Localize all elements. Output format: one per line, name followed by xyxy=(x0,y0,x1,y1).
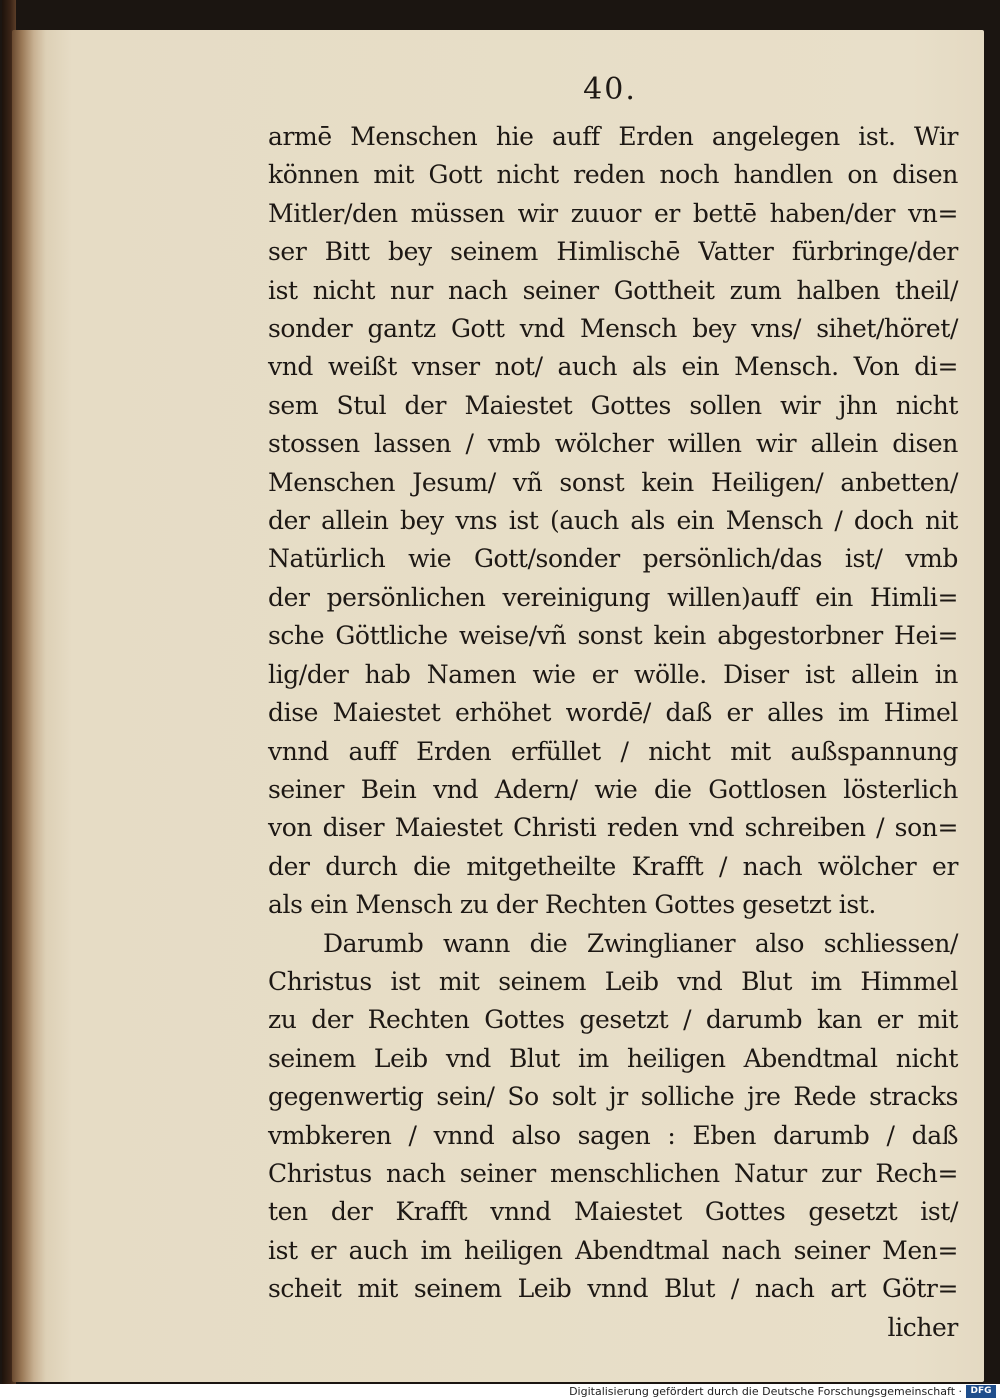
text-line: armē Menschen hie auff Erden angelegen ist. Wir xyxy=(268,122,958,151)
page-number: 40. xyxy=(583,72,637,107)
dfg-logo: DFG xyxy=(966,1385,996,1398)
text-line: stossen lassen / vmb wölcher willen wir allein disen xyxy=(268,429,958,459)
text-line: Natürlich wie Gott/sonder persönlich/das ist/ vmb xyxy=(268,544,958,574)
text-line: ser Bitt bey seinem Himlischē Vatter fürbringe/der xyxy=(268,237,958,267)
text-line: Menschen Jesum/ vñ sonst kein Heiligen/ anbetten/ xyxy=(268,467,958,497)
text-line: seiner Bein vnd Adern/ wie die Gottlosen lösterlich xyxy=(268,774,958,804)
text-line: lig/der hab Namen wie er wölle. Diser ist allein in xyxy=(268,659,958,689)
text-line: Christus nach seiner menschlichen Natur zur Rech= xyxy=(268,1158,958,1188)
text-line: als ein Mensch zu der Rechten Gottes gesetzt ist. xyxy=(268,890,876,920)
text-line: Mitler/den müssen wir zuuor er bettē haben/der vn= xyxy=(268,198,958,228)
text-line: sonder gantz Gott vnd Mensch bey vns/ sihet/höret/ xyxy=(268,314,958,344)
text-line: vmbkeren / vnnd also sagen : Eben darumb / daß xyxy=(268,1120,958,1150)
text-line: sem Stul der Maiestet Gottes sollen wir jhn nicht xyxy=(268,390,958,420)
text-line: ist er auch im heiligen Abendtmal nach seiner Men= xyxy=(268,1235,958,1265)
catchword: licher xyxy=(887,1312,958,1342)
text-line: dise Maiestet erhöhet wordē/ daß er alles im Himel xyxy=(268,698,958,728)
text-line: gegenwertig sein/ So solt jr solliche jre Rede stracks xyxy=(268,1082,958,1112)
text-line: Christus ist mit seinem Leib vnd Blut im Himmel xyxy=(268,966,958,996)
text-line: scheit mit seinem Leib vnnd Blut / nach art Götr= xyxy=(268,1274,958,1304)
page-text xyxy=(268,118,958,1347)
text-line: der durch die mitgetheilte Krafft / nach wölcher er xyxy=(268,851,958,881)
text-line: seinem Leib vnd Blut im heiligen Abendtmal nicht xyxy=(268,1043,958,1073)
text-line: ten der Krafft vnnd Maiestet Gottes gesetzt ist/ xyxy=(268,1197,958,1227)
text-line: der persönlichen vereinigung willen)auff ein Himli= xyxy=(268,582,958,612)
text-line: vnd weißt vnser not/ auch als ein Mensch. Von di= xyxy=(268,352,958,382)
text-line: der allein bey vns ist (auch als ein Mensch / doch nit xyxy=(268,506,958,536)
text-line: können mit Gott nicht reden noch handlen on disen xyxy=(268,160,958,190)
text-line: vnnd auff Erden erfüllet / nicht mit außspannung xyxy=(268,736,958,766)
text-line: ist nicht nur nach seiner Gottheit zum halben theil/ xyxy=(268,275,958,305)
text-line: von diser Maiestet Christi reden vnd schreiben / son= xyxy=(268,813,958,843)
paragraph-first-line: Darumb wann die Zwinglianer also schliessen/ xyxy=(323,928,958,958)
text-line: sche Göttliche weise/vñ sonst kein abgestorbner Hei= xyxy=(268,621,958,651)
funding-credit: Digitalisierung gefördert durch die Deutsche Forschungsgemeinschaft · xyxy=(569,1385,962,1398)
text-line: zu der Rechten Gottes gesetzt / darumb kan er mit xyxy=(268,1005,958,1035)
